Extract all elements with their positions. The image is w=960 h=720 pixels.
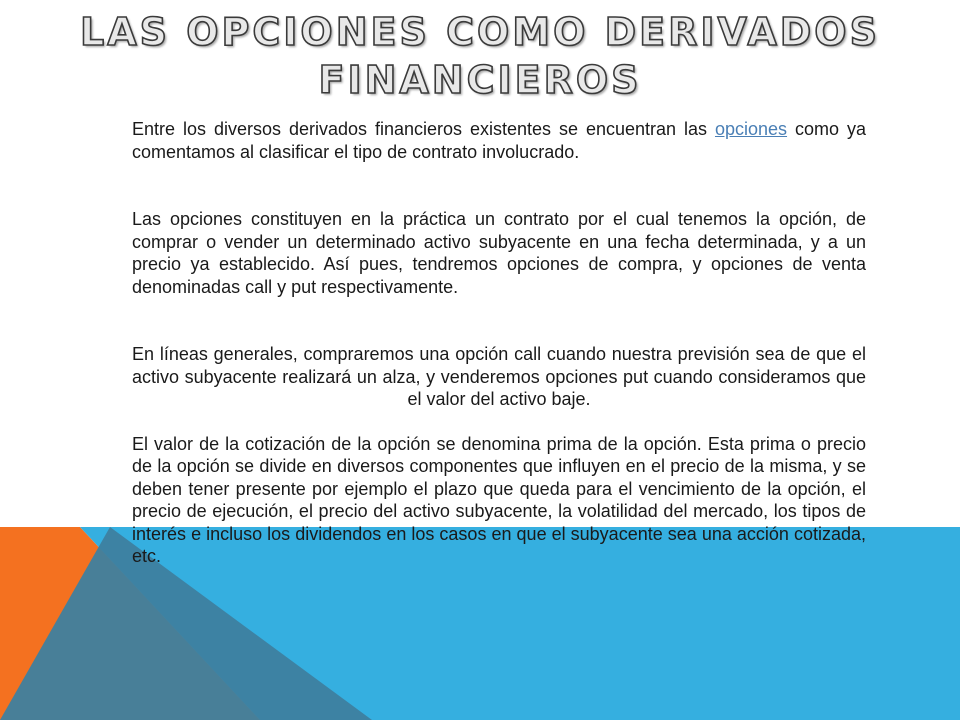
slide-title — [80, 8, 880, 104]
paragraph-1 — [132, 118, 866, 163]
title-line-1: LAS OPCIONES COMO DERIVADOS — [80, 10, 880, 54]
slide-body — [132, 118, 866, 568]
paragraph-1-after: como ya comentamos al clasificar el tipo de contrato involucrado. — [132, 119, 867, 162]
paragraph-2: Las opciones constituyen en la práctica un contrato por el cual tenemos la opción, de comprar o vender un determinado activo subyacente en una fecha determinada, y a un precio ya establecido. Así pues, tendremos opciones de compra, y opciones de venta denominadas call y put respectivamente. — [132, 209, 866, 297]
paragraph-3: En líneas generales, compraremos una opción call cuando nuestra previsión sea de que el activo subyacente realizará un alza, y venderemos opciones put cuando consideramos que el valor del activo baje. — [132, 344, 866, 409]
opciones-link[interactable]: opciones — [714, 119, 788, 139]
title-line-2: FINANCIEROS — [318, 58, 642, 102]
paragraph-4: El valor de la cotización de la opción se denomina prima de la opción. Esta prima o precio de la opción se divide en diversos componentes que influyen en el precio de la misma, y se deben tener presente por ejemplo el plazo que queda para el vencimiento de la opción, el precio de ejecución, el precio del activo subyacente, la volatilidad del mercado, los tipos de interés e incluso los dividendos en los casos en que el subyacente sea una acción cotizada, etc. — [132, 433, 866, 566]
paragraph-1-before: Entre los diversos derivados financieros existentes se encuentran las — [132, 119, 715, 139]
